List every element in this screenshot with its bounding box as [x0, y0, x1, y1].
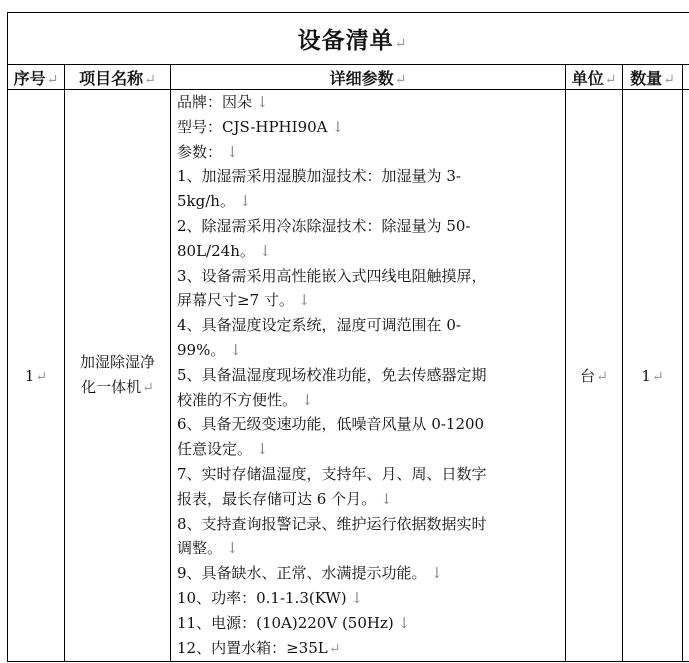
spec-text: 任意设定。 [177, 440, 253, 459]
paragraph-mark-icon: ↵ [596, 369, 608, 386]
table-row [8, 90, 689, 662]
spec-text: 报表，最长存储可达 6 个月。 [177, 489, 377, 508]
header-item-name [65, 65, 171, 90]
line-break-icon: ↓ [226, 539, 239, 558]
line-break-icon: ↓ [430, 564, 444, 583]
equipment-list-table [7, 12, 689, 662]
spec-line [177, 437, 563, 462]
spec-line [177, 636, 563, 662]
spec-line [177, 90, 563, 115]
header-unit [566, 65, 623, 90]
item-name-line-last [65, 375, 170, 401]
spec-line [177, 586, 563, 611]
line-break-icon: ↓ [226, 142, 239, 161]
spec-line [177, 288, 563, 313]
header-details-label: 详细参数 [329, 68, 394, 88]
spec-text: 11、电源：(10A)220V (50Hz) [177, 613, 394, 632]
spec-line [177, 338, 563, 363]
spec-text: 7、实时存储温湿度，支持年、月、周、日数字 [177, 464, 487, 483]
line-break-icon: ↓ [397, 613, 411, 632]
paragraph-mark-icon: ↵ [35, 368, 48, 385]
line-break-icon: ↓ [238, 192, 252, 211]
spec-line [177, 115, 563, 140]
extra-column-cell [683, 90, 689, 662]
line-break-icon: ↓ [331, 117, 345, 136]
spec-text: 9、具备缺水、正常、水满提示功能。 [177, 564, 427, 583]
row-index: 1 [24, 366, 35, 385]
spec-line [177, 487, 563, 512]
line-break-icon: ↓ [297, 291, 311, 310]
row-unit: 台 [580, 367, 596, 386]
spec-text: 4、具备湿度设定系统，湿度可调范围在 0- [177, 316, 461, 335]
line-break-icon: ↓ [229, 340, 242, 359]
header-details [171, 65, 566, 90]
spec-line [177, 536, 563, 561]
spec-text: 99%。 [177, 340, 226, 359]
line-break-icon: ↓ [256, 440, 269, 459]
spec-line [177, 164, 563, 189]
spec-text: 1、加湿需采用湿膜加湿技术：加湿量为 3- [177, 167, 461, 186]
header-index-label: 序号 [13, 68, 46, 88]
paragraph-mark-icon: ↵ [394, 36, 408, 52]
paragraph-mark-icon: ↵ [46, 71, 59, 88]
spec-text: 12、内置水箱：≥35L [177, 638, 328, 657]
spec-line [177, 264, 563, 289]
spec-line [177, 561, 563, 586]
paragraph-mark-icon: ↵ [142, 380, 154, 397]
paragraph-mark-icon: ↵ [394, 71, 407, 88]
row-quantity: 1 [641, 366, 651, 385]
spec-text: 10、功率：0.1-1.3(KW) [177, 588, 347, 607]
spec-text: 5、具备温湿度现场校准功能，免去传感器定期 [177, 365, 487, 384]
spec-text: 型号：CJS-HPHI90A [177, 117, 328, 136]
line-break-icon: ↓ [350, 588, 364, 607]
row-details-cell [171, 90, 566, 662]
line-break-icon: ↓ [256, 93, 269, 111]
header-item-name-label: 项目名称 [79, 68, 144, 88]
row-item-name-cell [65, 90, 171, 662]
line-break-icon: ↓ [258, 241, 272, 260]
spec-text: 80L/24h。 [177, 241, 255, 260]
row-quantity-cell [623, 90, 683, 662]
paragraph-mark-icon: ↵ [328, 640, 341, 657]
header-index [8, 65, 65, 90]
row-unit-cell [566, 90, 623, 662]
spec-line [177, 313, 563, 338]
spec-line [177, 512, 563, 537]
spec-text: 调整。 [177, 539, 223, 558]
spec-line [177, 363, 563, 388]
spec-text: 8、支持查询报警记录、维护运行依据数据实时 [177, 514, 487, 533]
spec-line [177, 388, 563, 413]
document-title: 设备清单 [297, 27, 394, 54]
item-name-line: 化一体机 [81, 378, 142, 397]
spec-line [177, 214, 563, 239]
spec-line [177, 140, 563, 165]
spec-line [177, 239, 563, 264]
spec-line [177, 189, 563, 214]
title-cell [8, 13, 689, 65]
spec-text: 校准的不方便性。 [177, 390, 298, 409]
item-name-line: 加湿除湿净 [79, 353, 155, 372]
row-index-cell [8, 90, 65, 662]
spec-text: 屏幕尺寸≥7 寸。 [177, 291, 294, 310]
paragraph-mark-icon: ↵ [144, 71, 156, 88]
header-unit-label: 单位 [571, 68, 604, 88]
line-break-icon: ↓ [301, 390, 314, 409]
spec-line [177, 412, 563, 437]
paragraph-mark-icon: ↵ [651, 368, 664, 385]
extra-column-cell [683, 65, 689, 90]
spec-text: 品牌：因朵 [177, 93, 253, 111]
spec-text: 5kg/h。 [177, 192, 235, 211]
header-quantity [623, 65, 683, 90]
line-break-icon: ↓ [380, 489, 393, 508]
spec-line [177, 611, 563, 636]
paragraph-mark-icon: ↵ [604, 71, 617, 88]
spec-line [177, 462, 563, 487]
spec-text: 2、除湿需采用冷冻除湿技术：除湿量为 50- [177, 216, 471, 235]
spec-text: 6、具备无级变速功能，低噪音风量从 0-1200 [177, 415, 485, 434]
spec-text: 参数： [177, 142, 223, 161]
spec-text: 3、设备需采用高性能嵌入式四线电阻触摸屏， [177, 266, 487, 285]
paragraph-mark-icon: ↵ [663, 71, 675, 88]
header-quantity-label: 数量 [630, 68, 663, 88]
